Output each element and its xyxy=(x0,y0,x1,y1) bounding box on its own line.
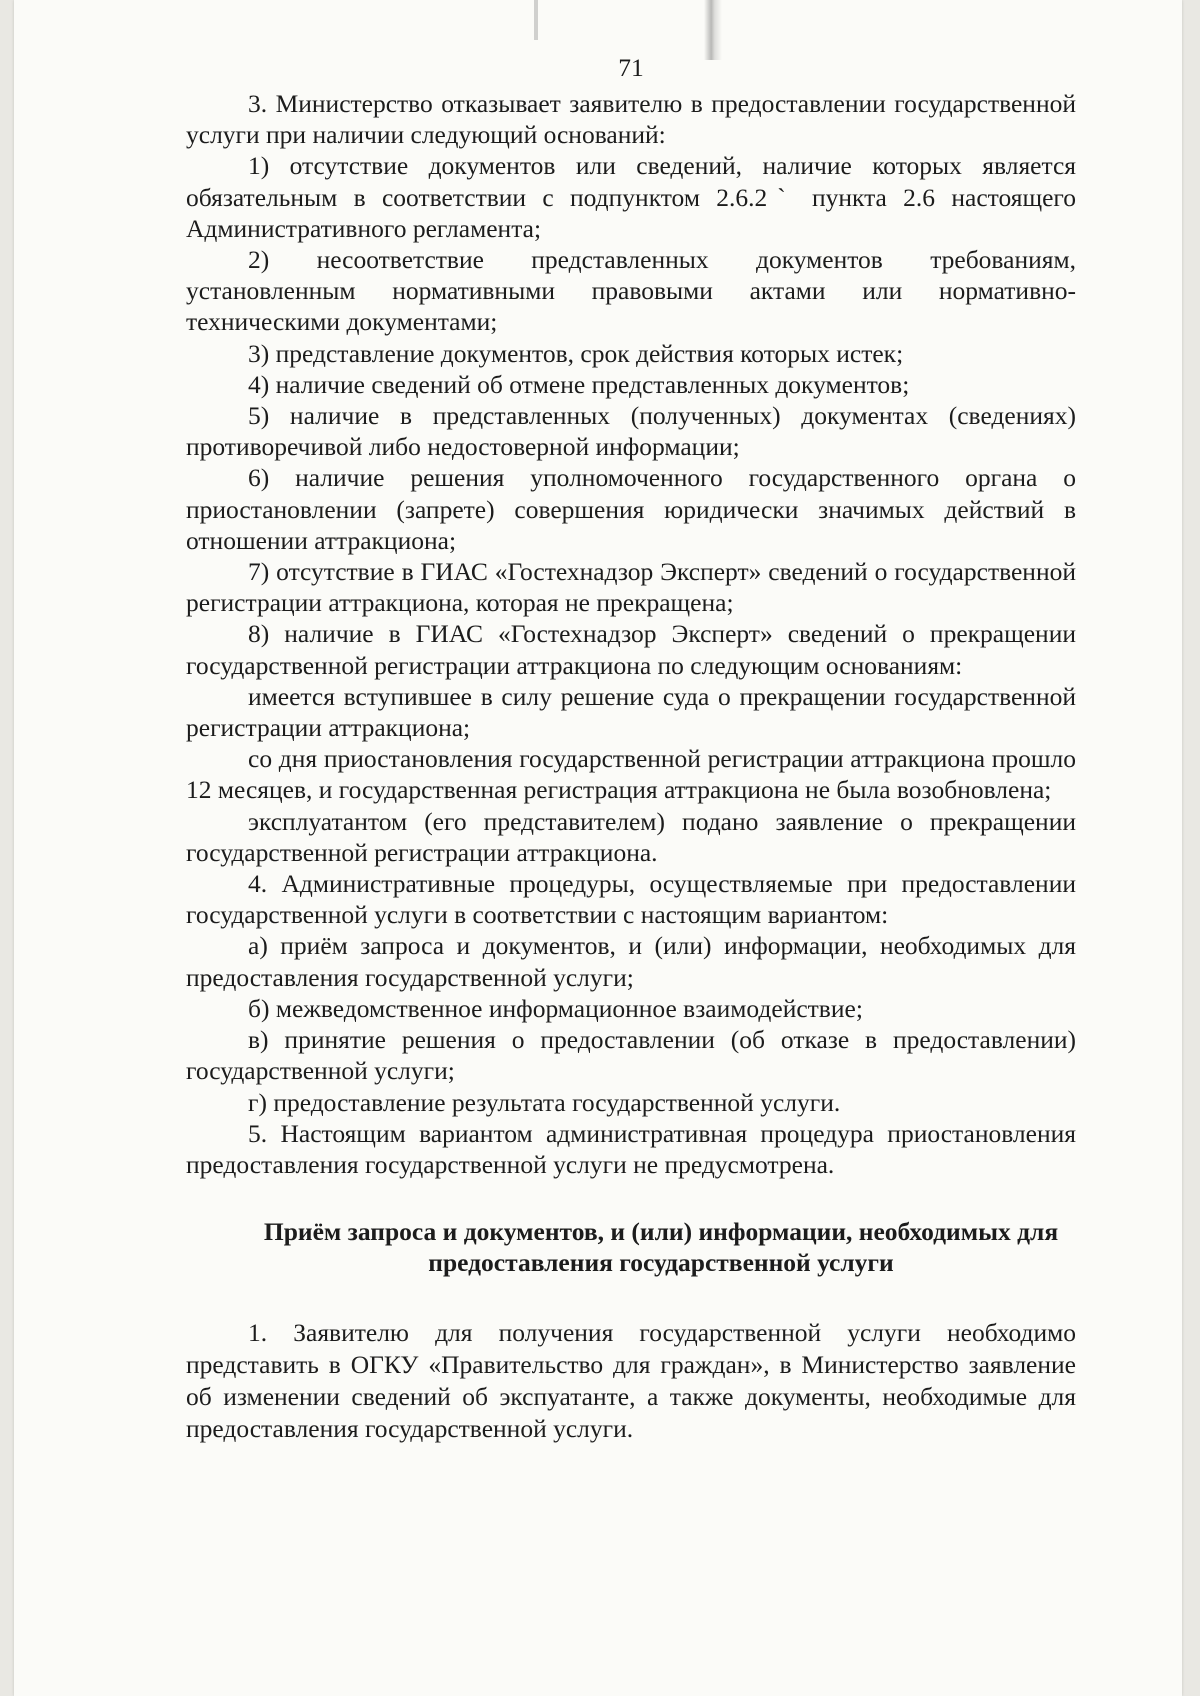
paragraph: 5. Настоящим вариантом административная процедура приостановления предоставления государственной услуги не предусмотрена. xyxy=(186,1118,1076,1179)
paragraph: 4. Административные процедуры, осуществляемые при предоставлении государственной услуги в соответствии с настоящим вариантом: xyxy=(186,869,1076,930)
paragraph: 5) наличие в представленных (полученных) документах (сведениях) противоречивой либо недостоверной информации; xyxy=(186,401,1076,462)
paragraph: 3) представление документов, срок действия которых истек; xyxy=(248,338,904,368)
paragraph: 1) отсутствие документов или сведений, наличие которых является обязательным в соответствии с подпунктом 2.6.2ˋ пункта 2.6 настоящего Административного регламента; xyxy=(186,151,1076,243)
paragraph: 1. Заявителю для получения государственной услуги необходимо представить в ОГКУ «Правительство для граждан», в Министерство заявление об изменении сведений об экспуатанте, а также документы, необходимые для предоставления государственной услуги. xyxy=(186,1317,1076,1443)
page-number: 71 xyxy=(618,53,644,82)
document-body xyxy=(186,52,1076,1445)
section-heading xyxy=(186,1216,1076,1278)
paragraph: а) приём запроса и документов, и (или) информации, необходимых для предоставления государственной услуги; xyxy=(186,931,1076,992)
paragraph: эксплуатантом (его представителем) подано заявление о прекращении государственной регистрации аттракциона. xyxy=(186,806,1076,867)
paragraph: 6) наличие решения уполномоченного государственного органа о приостановлении (запрете) совершения юридически значимых действий в отношении аттракциона; xyxy=(186,463,1076,555)
section-heading-line: предоставления государственной услуги xyxy=(428,1248,894,1278)
paragraph: 7) отсутствие в ГИАС «Гостехнадзор Эксперт» сведений о государственной регистрации аттракциона, которая не прекращена; xyxy=(186,557,1076,618)
document-page xyxy=(14,0,1182,1696)
paragraph: 8) наличие в ГИАС «Гостехнадзор Эксперт» сведений о прекращении государственной регистрации аттракциона по следующим основаниям: xyxy=(186,619,1076,680)
scan-artifact xyxy=(704,0,722,60)
scan-artifact xyxy=(534,0,538,40)
paragraph: в) принятие решения о предоставлении (об отказе в предоставлении) государственной услуги; xyxy=(186,1025,1076,1086)
paragraph: со дня приостановления государственной регистрации аттракциона прошло 12 месяцев, и государственная регистрация аттракциона не была возобновлена; xyxy=(186,744,1076,805)
paragraph: имеется вступившее в силу решение суда о прекращении государственной регистрации аттракциона; xyxy=(186,681,1076,743)
paragraph: 2) несоответствие представленных документов требованиям, установленным нормативными правовыми актами или нормативно-техническими документами; xyxy=(186,245,1076,337)
paragraph: 3. Министерство отказывает заявителю в предоставлении государственной услуги при наличии следующий оснований: xyxy=(186,89,1076,150)
section-heading-line: Приём запроса и документов, и (или) информации, необходимых для xyxy=(263,1217,1059,1247)
paragraph: г) предоставление результата государственной услуги. xyxy=(248,1087,841,1117)
paragraph: б) межведомственное информационное взаимодействие; xyxy=(248,993,863,1023)
paragraph: 4) наличие сведений об отмене представленных документов; xyxy=(248,369,910,399)
